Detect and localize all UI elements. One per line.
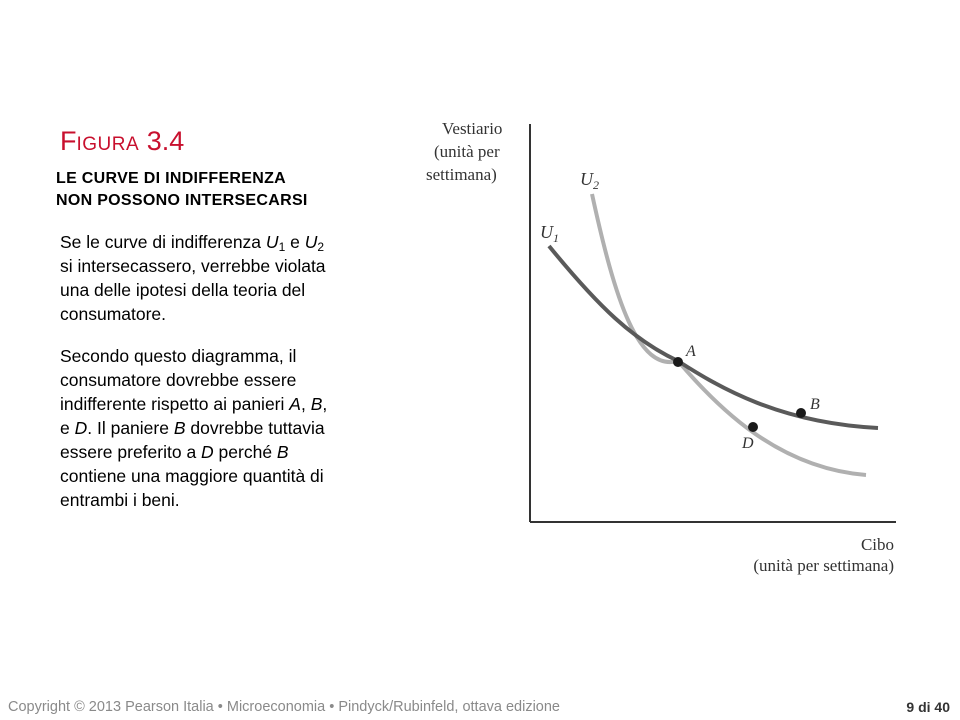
point-d (748, 422, 758, 432)
page-number: 9 di 40 (906, 699, 950, 715)
point-a (673, 357, 683, 367)
para-line: e D. Il paniere B dovrebbe tuttavia (60, 418, 325, 438)
figure-subtitle (56, 168, 396, 212)
x-axis-label-line: (unità per settimana) (753, 556, 894, 575)
para-line: essere preferito a D perché B (60, 442, 289, 462)
figure-title-rest: IGURA (76, 134, 140, 155)
curve-label-u2: $U_2$ (580, 169, 599, 192)
para-line: consumatore dovrebbe essere (60, 370, 297, 390)
explanation-paragraph-1 (60, 230, 395, 326)
figure-title-initial: F (60, 126, 77, 156)
y-axis-label-line: settimana) (426, 165, 497, 184)
copyright-footer: Copyright © 2013 Pearson Italia • Microeconomia • Pindyck/Rubinfeld, ottava edizione (8, 699, 560, 715)
para-line: una delle ipotesi della teoria del (60, 280, 306, 300)
point-b (796, 408, 806, 418)
y-axis-label-line: (unità per (434, 142, 500, 161)
subtitle-line: NON POSSONO INTERSECARSI (56, 192, 308, 209)
point-label-b: B (810, 396, 820, 413)
y-axis-label-line: Vestiario (442, 119, 503, 138)
subtitle-line: LE CURVE DI INDIFFERENZA (56, 170, 287, 187)
para-line: Se le curve di indifferenza $U_1$ e $U_2$ (60, 232, 325, 254)
curve-label-u1: $U_1$ (540, 222, 559, 245)
x-axis-label-line: Cibo (860, 535, 894, 554)
point-label-d: D (742, 435, 754, 452)
explanation-paragraph-2 (60, 344, 395, 512)
para-line: Secondo questo diagramma, il (60, 346, 297, 366)
para-line: entrambi i beni. (60, 490, 180, 510)
point-label-a: A (686, 343, 696, 360)
para-line: si intersecassero, verrebbe violata (60, 256, 326, 276)
para-line: indifferente rispetto ai panieri A, B, (60, 394, 328, 414)
para-line: contiene una maggiore quantità di (60, 466, 324, 486)
para-line: consumatore. (60, 304, 167, 324)
figure-title (60, 126, 184, 157)
indifference-curves-chart (420, 110, 910, 580)
figure-number: 3.4 (139, 126, 185, 156)
